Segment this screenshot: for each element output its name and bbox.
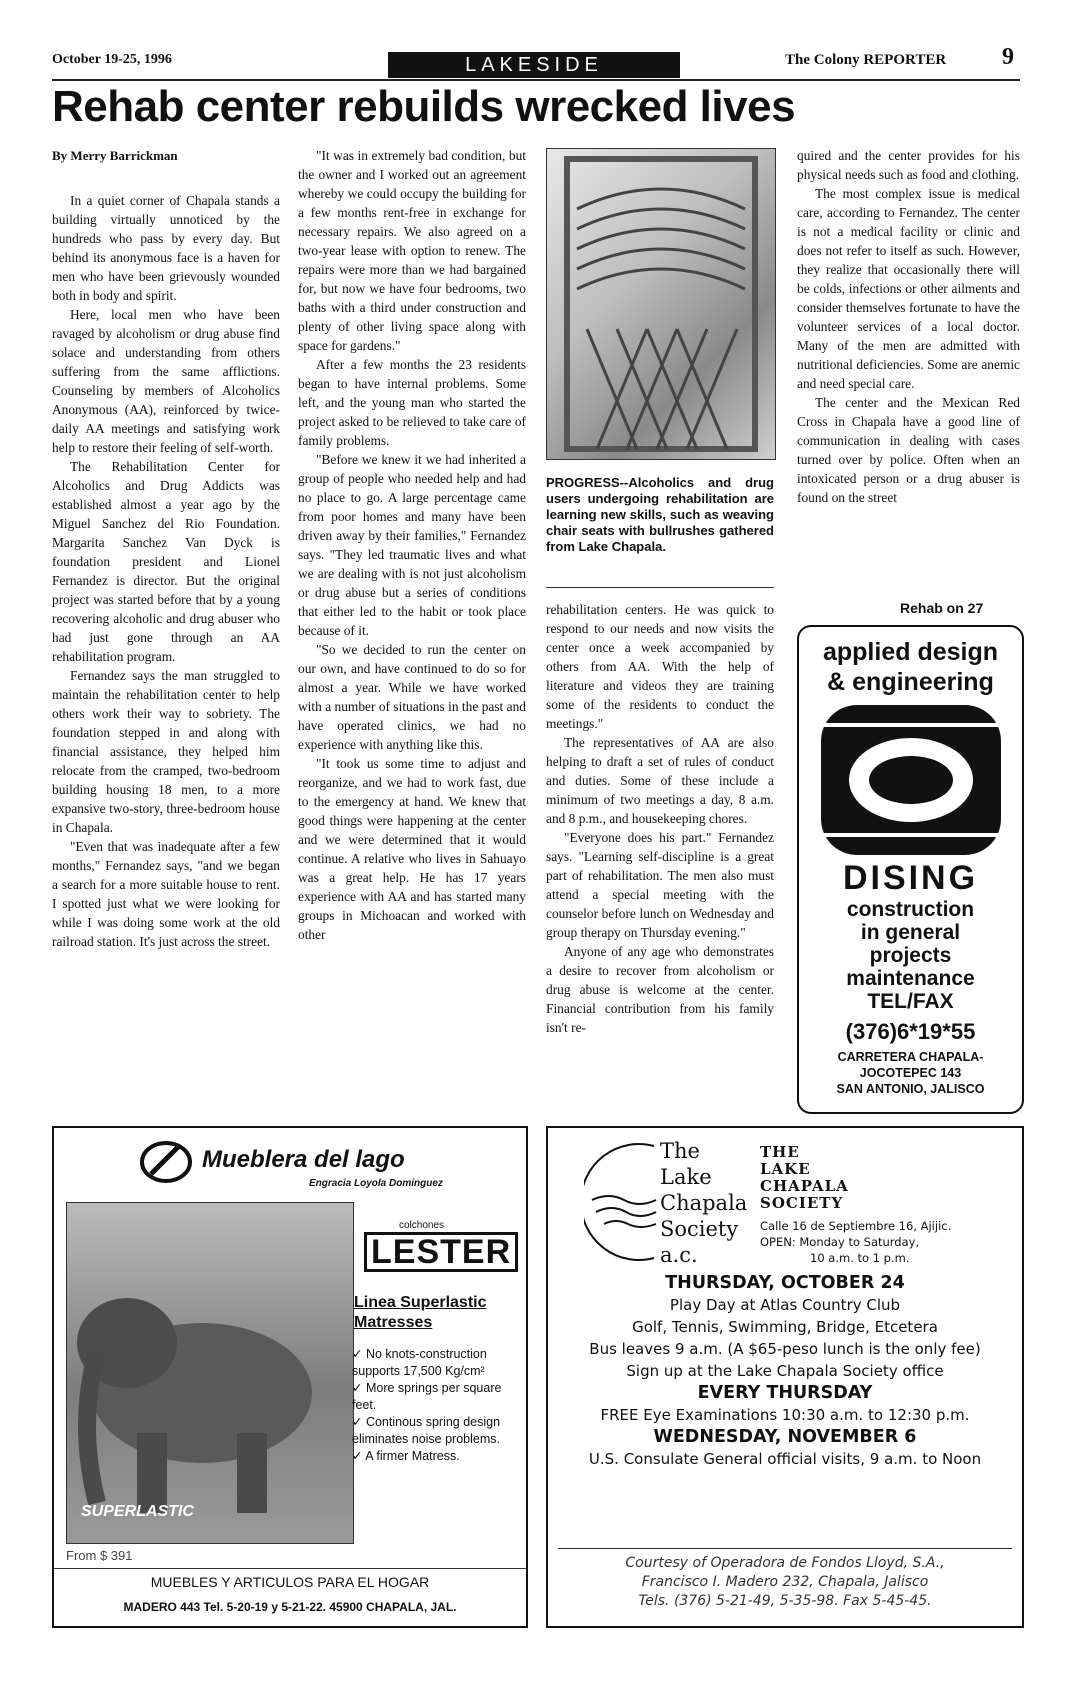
paragraph: quired and the center provides for his physical needs such as food and clothing.: [797, 148, 1020, 182]
courtesy-note: Courtesy of Operadora de Fondos Lloyd, S.A., Francisco I. Madero 232, Chapala, Jalisco Tels. (376) 5-21-49, 5-35-98. Fax 5-45-45.: [625, 1555, 945, 1609]
society-address: Calle 16 de Septiembre 16, Ajijic. OPEN: Monday to Saturday, 10 a.m. to 1 p.m.: [760, 1219, 952, 1265]
article-column-3: [546, 600, 774, 1037]
article-column-1: [52, 146, 280, 951]
event-line: FREE Eye Examinations 10:30 a.m. to 12:30 p.m.: [600, 1406, 970, 1424]
price: From $ 391: [66, 1548, 133, 1563]
brand-top: colchones: [399, 1220, 445, 1231]
paragraph: After a few months the 23 residents began to have internal problems. Some left, and the young man who started the project asked to be relieved to take care of family problems.: [298, 357, 526, 448]
event-line: Bus leaves 9 a.m. (A $65-peso lunch is the only fee): [589, 1340, 981, 1358]
paragraph: "It took us some time to adjust and reorganize, and we had to work fast, due to the emergency at hand. We knew that good things were happening at the center and we were determined that it would continue. A relative who lives in Sahuayo was a great help. He has 17 years experience with AA and has started many groups in Michoacan and worked with other: [298, 756, 526, 942]
address-line: CARRETERA CHAPALA-: [837, 1050, 984, 1064]
photo-caption: PROGRESS--Alcoholics and drug users undergoing rehabilitation are learning new skills, such as weaving chair seats with bullrushes gathered from Lake Chapala.: [546, 475, 774, 554]
feature-list: [352, 1346, 522, 1465]
lake-chapala-society-ad: [546, 1126, 1024, 1628]
mueblera-name: Mueblera del lago: [202, 1146, 405, 1173]
store-address: MADERO 443 Tel. 5-20-19 y 5-21-22. 45900 CHAPALA, JAL.: [123, 1600, 457, 1614]
event-line: Play Day at Atlas Country Club: [669, 1296, 901, 1314]
headline: Rehab center rebuilds wrecked lives: [52, 82, 796, 131]
byline: By Merry Barrickman: [52, 148, 178, 163]
society-logo-icon: [584, 1142, 664, 1262]
masthead-rule: [52, 79, 1020, 81]
paper-name: The Colony REPORTER: [785, 52, 947, 68]
event-line: Sign up at the Lake Chapala Society office: [626, 1362, 944, 1380]
owner-name: Engracia Loyola Dominguez: [309, 1178, 443, 1189]
event-heading: WEDNESDAY, NOVEMBER 6: [653, 1427, 917, 1447]
ad-title-line: applied design: [822, 638, 999, 666]
service-item: projects: [869, 944, 952, 967]
ad-divider: [558, 1548, 1012, 1549]
events-list: [548, 1272, 1022, 1470]
dising-logo-icon: [811, 705, 1011, 855]
jump-line: Rehab on 27: [900, 600, 984, 616]
issue-date: October 19-25, 1996: [52, 52, 172, 67]
paragraph: The representatives of AA are also helping to draft a set of rules of conduct and duties. Some of these include a minimum of two meetings a day, 8 a.m. and 8 p.m., and housekeeping chores.: [546, 735, 774, 826]
feature-item: ✓ Continous spring design eliminates noise problems.: [352, 1415, 501, 1446]
society-name: THE LAKE CHAPALA SOCIETY: [760, 1143, 849, 1212]
paragraph: rehabilitation centers. He was quick to respond to our needs and now visits the center once a week accompanied by others from AA. With the help of literature and videos they are training some of the residents to conduct the meetings.": [546, 602, 774, 731]
tel-label: TEL/FAX: [867, 990, 954, 1013]
paragraph: "It was in extremely bad condition, but the owner and I worked out an agreement whereby we could occupy the building for a few months rent-free in exchange for necessary repairs. We also agreed on a two-year lease with option to renew. The repairs were more than we had bargained for, but now we have four bedrooms, two baths with a third under construction and plenty of other living space along with space for gardens.": [298, 148, 526, 353]
ad-divider: [54, 1568, 526, 1569]
mueblera-logo-icon: [139, 1140, 193, 1184]
address-line: JOCOTEPEC 143: [859, 1066, 962, 1080]
paragraph: In a quiet corner of Chapala stands a building virtually unnoticed by the hundreds who pass by every day. But behind its anonymous face is a haven for men who have been grievously wounded both in body and spirit.: [52, 193, 280, 303]
feature-item: ✓ A firmer Matress.: [352, 1449, 460, 1463]
paragraph: The center and the Mexican Red Cross in Chapala have a good line of communication in dealing with cases turned over by police. Often when an intoxicated person or a drug abuser is found on the street: [797, 395, 1020, 505]
paragraph: The most complex issue is medical care, according to Fernandez. The center is not a medical facility or clinic and does not refer to itself as such. However, they realize that occasionally there will be colds, infections or other ailments and consider themselves fortunate to have the volunteer services of a local doctor. Many of the men are admitted with nutritional deficiencies. Some are anemic and need special care.: [797, 186, 1020, 391]
event-heading: THURSDAY, OCTOBER 24: [665, 1273, 905, 1293]
paragraph: "Before we knew it we had inherited a group of people who needed help and had no place to go. A large percentage came from poor homes and many have been driven away by their families," Fernandez says. "They led traumatic lives and what we are dealing with is not just alcoholism or drug abuse but a series of conditions that either led to the habit or took place because of it.: [298, 452, 526, 638]
paragraph: The Rehabilitation Center for Alcoholics and Drug Addicts was established almost a year ago by the Miguel Sanchez del Rio Foundation. Margarita Sanchez Van Dyck is foundation president and Lionel Fernandez is director. But the original project was started before that by a young recovering alcoholic and drug abuser who had just gone through an AA rehabilitation program.: [52, 459, 280, 664]
page-number: 9: [1002, 44, 1014, 70]
paragraph: Anyone of any age who demonstrates a desire to recover from alcoholism or drug abuse is welcome at the center. Financial contribution from his family isn't re-: [546, 944, 774, 1035]
elephant-photo: [66, 1202, 354, 1544]
paragraph: "Even that was inadequate after a few months," Fernandez says, "and we began a search for a more suitable house to rent. I spotted just what we were looking for while I was doing some work at the old railroad station. It's just across the street.: [52, 839, 280, 949]
ad-title-line: & engineering: [827, 668, 994, 696]
event-line: U.S. Consulate General official visits, 9 a.m. to Noon: [588, 1450, 982, 1468]
photo-label: SUPERLASTIC: [81, 1503, 194, 1520]
paragraph: "Everyone does his part." Fernandez says. "Learning self-discipline is a great part of rehabilitation. The men also must attend a special meeting with the counselor before lunch on Wednesday and group therapy on Thursday evening.": [546, 830, 774, 940]
society-logo-text: The Lake Chapala Society a.c.: [660, 1139, 748, 1267]
article-column-2: [298, 146, 526, 944]
service-item: construction: [846, 898, 975, 921]
event-line: Golf, Tennis, Swimming, Bridge, Etcetera: [632, 1318, 938, 1336]
dising-ad: [797, 625, 1024, 1114]
tagline: MUEBLES Y ARTICULOS PARA EL HOGAR: [150, 1574, 430, 1590]
chair-photo: [546, 148, 776, 460]
mueblera-ad: [52, 1126, 528, 1628]
paragraph: Fernandez says the man struggled to maintain the rehabilitation center to help others work their way to sobriety. The foundation stepped in and along with financial assistance, they helped him relocate from the cramped, two-bedroom building housing 18 men, to a more expansive two-story, three-bedroom house in Chapala.: [52, 668, 280, 835]
lester-brand: LESTER: [364, 1232, 518, 1272]
paragraph: "So we decided to run the center on our own, and have continued to do so for almost a year. While we have worked with a number of situations in the past and have operated clinics, we had no experience with anything like this.: [298, 642, 526, 752]
section-label: LAKESIDE: [388, 52, 680, 78]
phone-number: (376)6*19*55: [845, 1019, 976, 1044]
feature-item: ✓ No knots-construction supports 17,500 Kg/cm²: [352, 1347, 487, 1378]
service-item: in general: [860, 921, 961, 944]
address-line: SAN ANTONIO, JALISCO: [836, 1082, 985, 1096]
paragraph: Here, local men who have been ravaged by alcoholism or drug abuse find solace and understanding from others suffering from the same afflictions. Counseling by members of Alcoholics Anonymous (AA), reinforced by twice-daily AA meetings and satisfying work help to restore their feeling of self-worth.: [52, 307, 280, 455]
event-heading: EVERY THURSDAY: [697, 1383, 873, 1403]
article-column-4: [797, 146, 1020, 507]
caption-rule: [546, 587, 774, 588]
product-line: Linea Superlastic Matresses: [354, 1294, 487, 1331]
dising-brand: DISING: [842, 859, 979, 897]
service-item: maintenance: [846, 967, 975, 990]
feature-item: ✓ More springs per square feet.: [352, 1381, 502, 1412]
